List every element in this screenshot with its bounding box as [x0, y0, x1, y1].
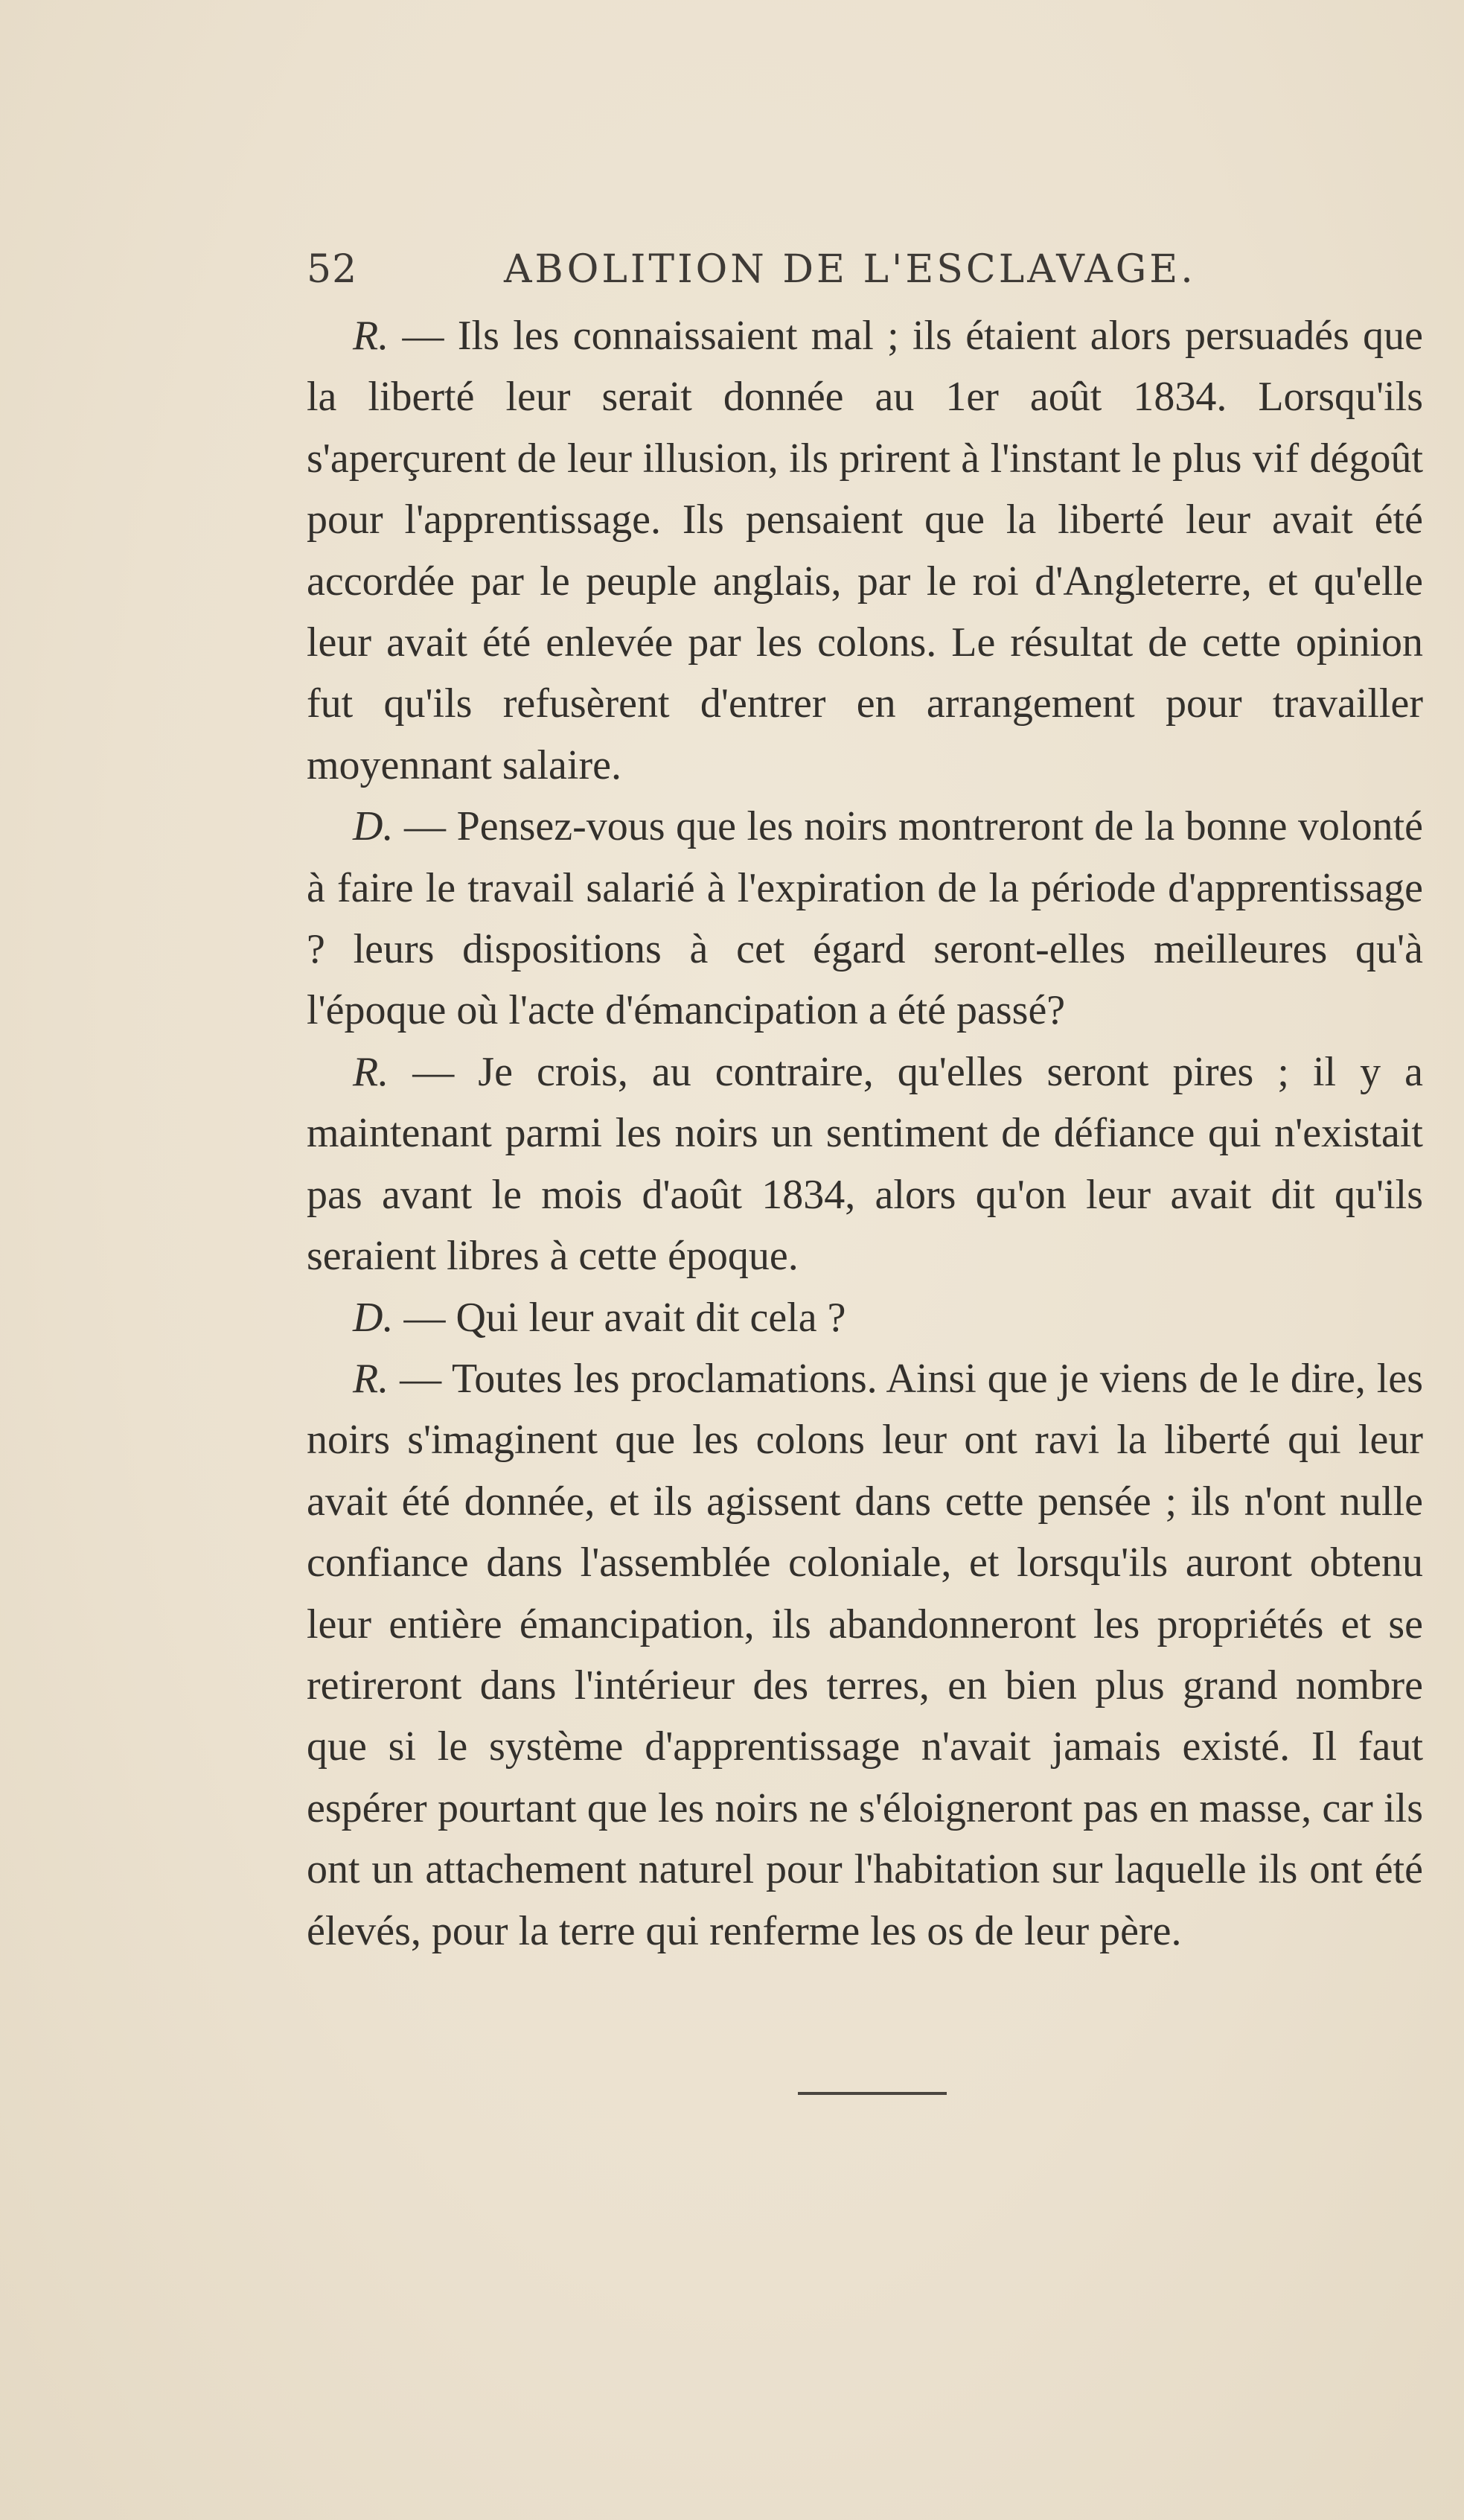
page-header [307, 237, 1207, 304]
paragraph-answer [307, 305, 1423, 796]
speaker-label: R. [353, 1355, 389, 1402]
page-number: 52 [307, 247, 358, 292]
end-rule [798, 2092, 947, 2095]
running-head: ABOLITION DE L'ESCLAVAGE. [504, 247, 1196, 292]
body-text [307, 305, 1423, 1962]
paragraph-text: — Qui leur avait dit cela ? [393, 1294, 846, 1341]
paragraph-question [307, 1287, 1423, 1348]
paragraph-question [307, 796, 1423, 1042]
speaker-label: R. [353, 1048, 389, 1095]
speaker-label: D. [353, 803, 394, 850]
paragraph-answer [307, 1348, 1423, 1962]
speaker-label: R. [353, 313, 389, 359]
paragraph-text: — Pensez-vous que les noirs montreront de la bonne volonté à faire le travail salarié à l'expiration de la période d'apprentissage ? leurs dispositions à cet égard seront-elles meilleures qu'à l'époque où l'acte d'émancipation a été passé? [307, 803, 1423, 1034]
paragraph-text: — Je crois, au contraire, qu'elles seront pires ; il y a maintenant parmi les noirs un sentiment de défiance qui n'existait pas avant le mois d'août 1834, alors qu'on leur avait dit qu'ils seraient libres à cette époque. [307, 1048, 1423, 1280]
paragraph-answer [307, 1042, 1423, 1287]
paragraph-text: — Ils les connaissaient mal ; ils étaient alors persuadés que la liberté leur serait donnée au 1er août 1834. Lorsqu'ils s'aperçurent de leur illusion, ils prirent à l'instant le plus vif dégoût pour l'apprentissage. Ils pensaient que la liberté leur avait été accordée par le peuple anglais, par le roi d'Angleterre, et qu'elle leur avait été enlevée par les colons. Le résultat de cette opinion fut qu'ils refusèrent d'entrer en arrangement pour travailler moyennant salaire. [307, 313, 1423, 788]
paragraph-text: — Toutes les proclamations. Ainsi que je viens de le dire, les noirs s'imaginent que les colons leur ont ravi la liberté qui leur avait été donnée, et ils agissent dans cette pensée ; ils n'ont nulle confiance dans l'assemblée coloniale, et lorsqu'ils auront obtenu leur entière émancipation, ils abandonneront les propriétés et se retireront dans l'intérieur des terres, en bien plus grand nombre que si le système d'apprentissage n'avait jamais existé. Il faut espérer pourtant que les noirs ne s'éloigneront pas en masse, car ils ont un attachement naturel pour l'habitation sur laquelle ils ont été élevés, pour la terre qui renferme les os de leur père. [307, 1355, 1423, 1954]
speaker-label: D. [353, 1294, 394, 1341]
